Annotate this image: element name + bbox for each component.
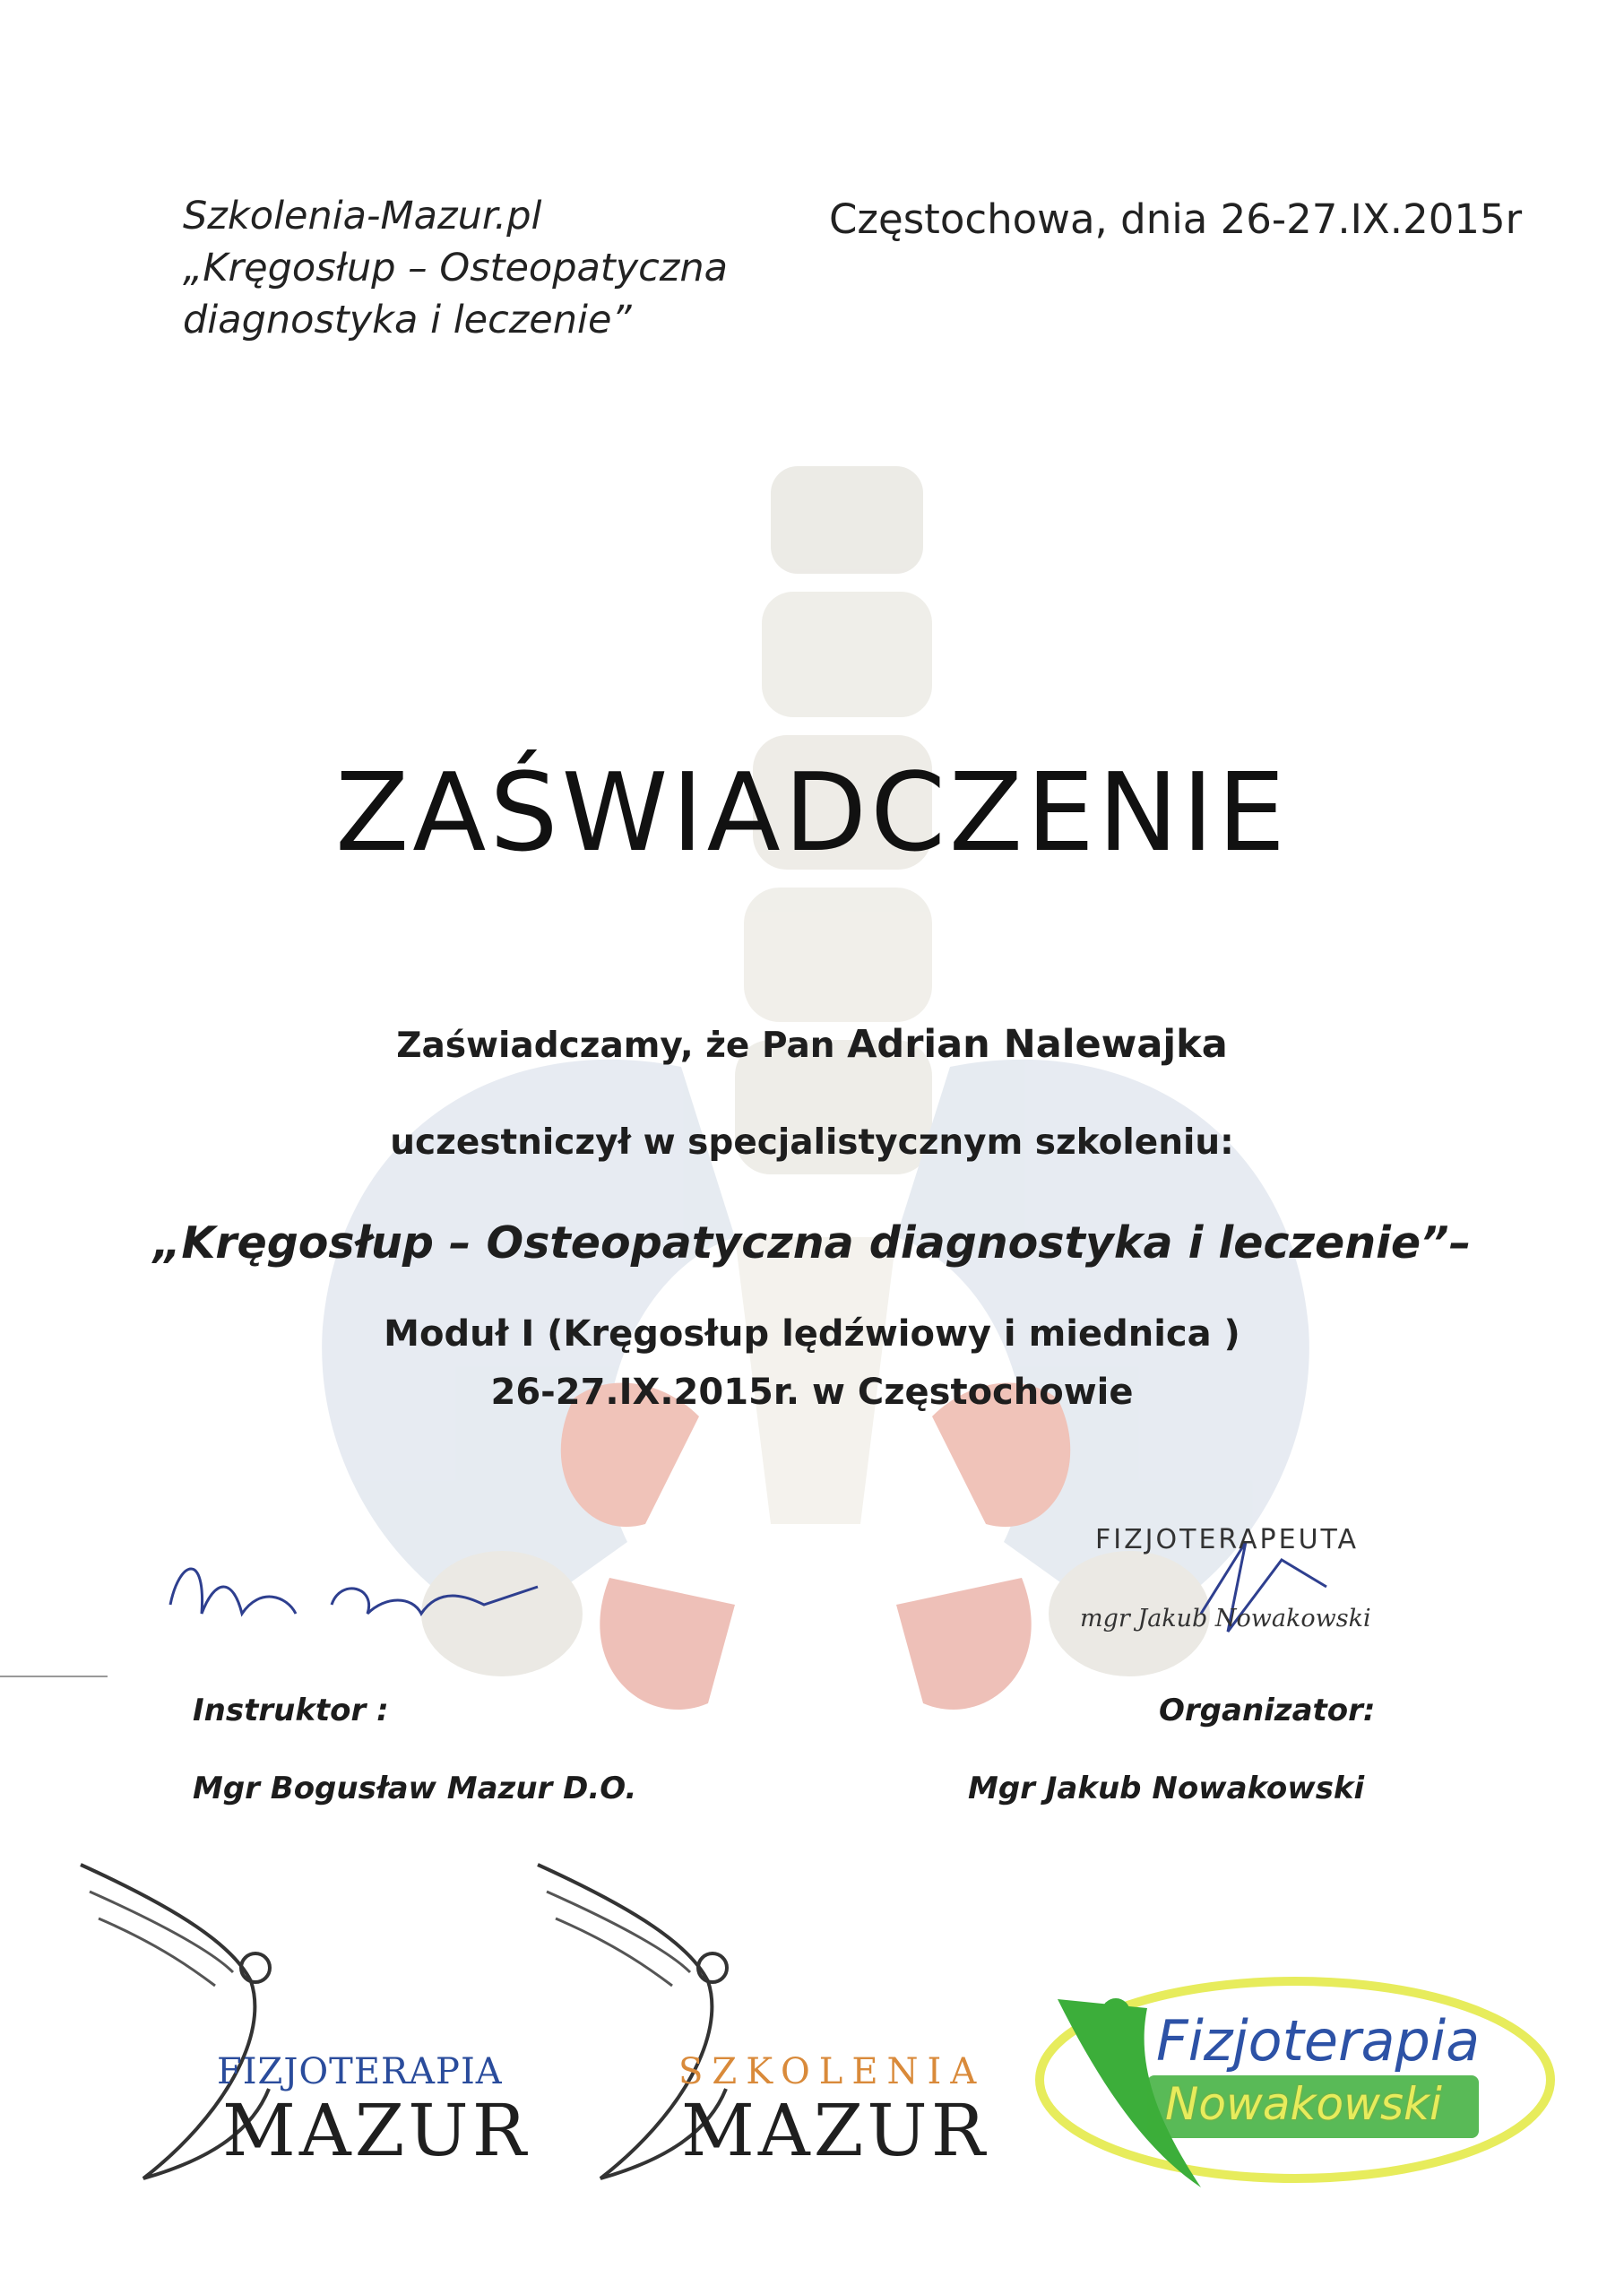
femur-head-left: [421, 1551, 583, 1676]
muscle-lower-right: [896, 1578, 1032, 1710]
course-header: [183, 190, 728, 346]
certify-prefix: Zaświadczamy, że Pan: [396, 1026, 835, 1066]
module-line: Moduł I (Kręgosłup lędźwiowy i miednica ): [384, 1313, 1240, 1355]
figure-head-icon: [698, 1953, 727, 1982]
instructor-label: Instruktor :: [193, 1693, 389, 1728]
instructor-name: Mgr Bogusław Mazur D.O.: [193, 1771, 637, 1806]
vertebra: [744, 888, 932, 1022]
logo2-line1: SZKOLENIA: [678, 2051, 986, 2092]
date-place-line: 26-27.IX.2015r. w Częstochowie: [490, 1372, 1134, 1413]
nowakowski-figure-head-icon: [1101, 1998, 1130, 2027]
course-title-line2: diagnostyka i leczenie”: [183, 298, 632, 342]
stamp-role: FIZJOTERAPEUTA: [1095, 1524, 1360, 1555]
organizer-label: Organizator:: [1159, 1693, 1376, 1728]
course-name: „Kręgosłup – Osteopatyczna diagnostyka i leczenie”–: [152, 1217, 1472, 1269]
vertebra: [762, 592, 932, 717]
participant-name: Adrian Nalewajka: [847, 1022, 1228, 1067]
site-name: Szkolenia-Mazur.pl: [183, 194, 542, 238]
vertebra: [771, 466, 923, 574]
participation-line: uczestniczył w specjalistycznym szkoleniu:: [390, 1122, 1234, 1163]
place-date: Częstochowa, dnia 26-27.IX.2015r: [829, 195, 1523, 243]
logo1-line1: FIZJOTERAPIA: [217, 2051, 503, 2092]
logo2-line2: MAZUR: [681, 2089, 989, 2172]
certify-line: [0, 1022, 1624, 1067]
organizer-name: Mgr Jakub Nowakowski: [968, 1771, 1365, 1806]
certificate-title: ZAŚWIADCZENIE: [335, 751, 1289, 876]
logo1-line2: MAZUR: [222, 2089, 530, 2172]
logo3-line1: Fizjoterapia: [1156, 2008, 1481, 2074]
logo3-line2: Nowakowski: [1165, 2078, 1442, 2130]
figure-head-icon: [241, 1953, 270, 1982]
course-title-line1: „Kręgosłup – Osteopatyczna: [183, 246, 728, 290]
muscle-lower-left: [600, 1578, 735, 1710]
stamp-name: mgr Jakub Nowakowski: [1080, 1605, 1371, 1632]
